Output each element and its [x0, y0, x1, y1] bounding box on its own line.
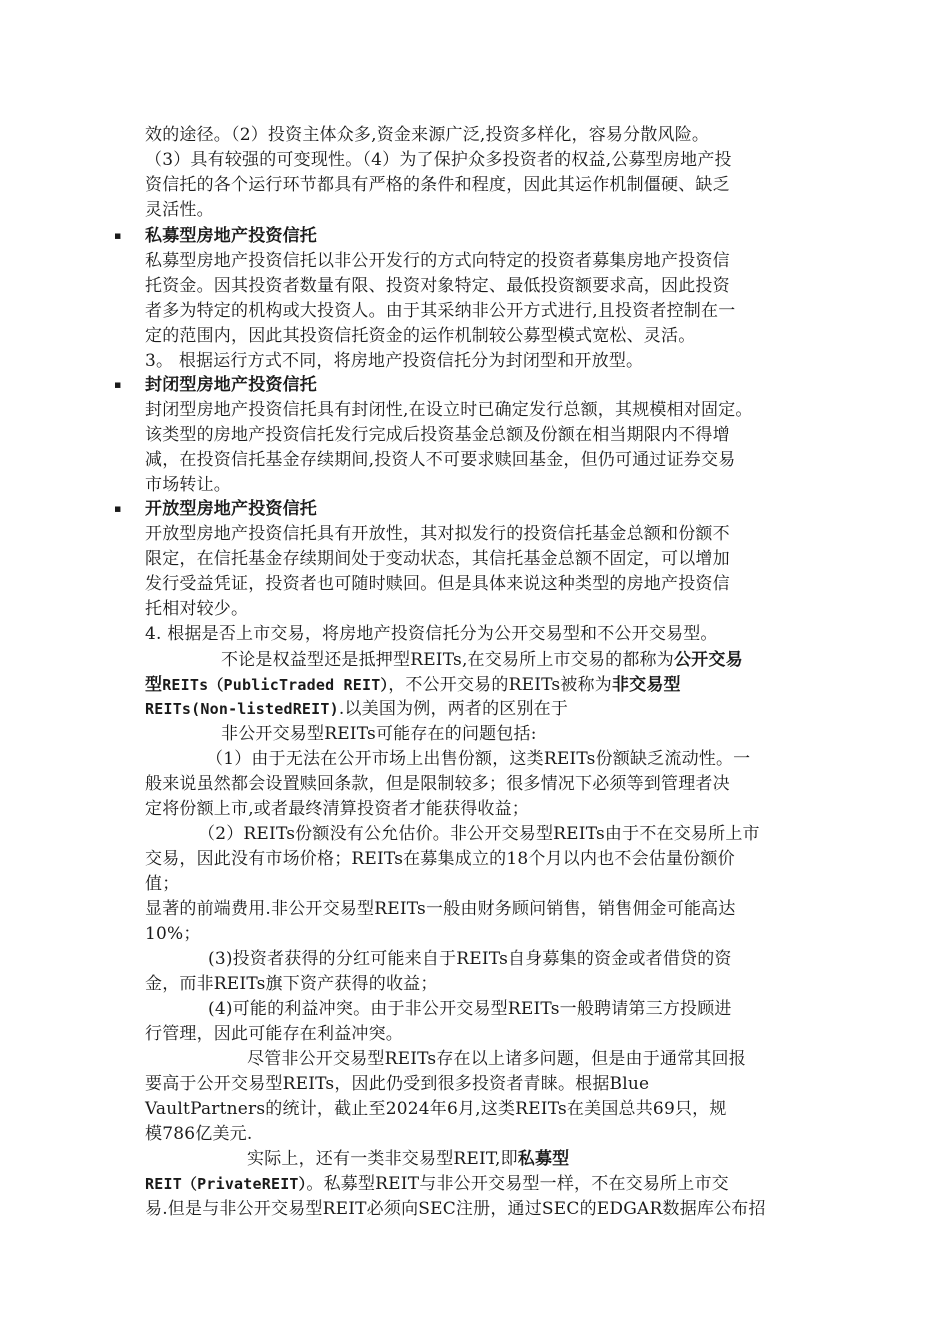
text-line: 市场转让。: [145, 475, 231, 495]
text-line: 模786亿美元.: [145, 1124, 253, 1144]
text-line: 要高于公开交易型REITs，因此仍受到很多投资者青睐。根据Blue: [145, 1074, 650, 1094]
text-line: 定将份额上市,或者最终清算投资者才能获得收益；: [145, 799, 530, 819]
text-line: 托资金。因其投资者数量有限、投资对象特定、最低投资额要求高，因此投资: [145, 276, 730, 296]
text-run: 不论是权益型还是抵押型REITs,在交易所上市交易的都称为: [221, 650, 674, 670]
section-heading-private: 私募型房地产投资信托: [145, 226, 317, 246]
text-line: 限定，在信托基金存续期间处于变动状态，其信托基金总额不固定，可以增加: [145, 549, 730, 569]
term-public-traded: 公开交易: [673, 650, 743, 670]
text-line: 资信托的各个运行环节都具有严格的条件和程度，因此其运作机制僵硬、缺乏: [145, 175, 730, 195]
bullet-icon: ▪: [114, 378, 122, 391]
text-line: 私募型房地产投资信托以非公开发行的方式向特定的投资者募集房地产投资信: [145, 251, 730, 271]
text-line: [145, 673, 681, 697]
bullet-icon: ▪: [114, 229, 122, 242]
text-line: 灵活性。: [145, 200, 214, 220]
text-line: 托相对较少。: [145, 599, 249, 619]
section-heading-closed: 封闭型房地产投资信托: [145, 375, 317, 395]
text-run: .以美国为例，两者的区别在于: [338, 699, 569, 719]
term-public-traded-en: REITs（PublicTraded REIT）: [162, 676, 389, 694]
text-line: 尽管非公开交易型REITs存在以上诸多问题，但是由于通常其回报: [247, 1049, 746, 1069]
term-private-reit-en: REIT（PrivateREIT）: [145, 1175, 307, 1193]
text-line: 值；: [145, 874, 180, 894]
text-line: 开放型房地产投资信托具有开放性，其对拟发行的投资信托基金总额和份额不: [145, 524, 730, 544]
text-line: 3。 根据运行方式不同，将房地产投资信托分为封闭型和开放型。: [145, 351, 644, 371]
text-line: 10%；: [145, 924, 201, 944]
section-heading-open: 开放型房地产投资信托: [145, 499, 317, 519]
term-non-traded: 非交易型: [611, 675, 681, 695]
text-line: [145, 1172, 729, 1196]
term-private-reit: 私募型: [517, 1149, 570, 1169]
text-run: 。私募型REIT与非公开交易型一样，不在交易所上市交: [306, 1174, 729, 1194]
text-line: 4. 根据是否上市交易，将房地产投资信托分为公开交易型和不公开交易型。: [145, 624, 718, 644]
text-line: 显著的前端费用.非公开交易型REITs一般由财务顾问销售，销售佣金可能高达: [145, 899, 736, 919]
text-run: 实际上，还有一类非交易型REIT,即: [247, 1149, 518, 1169]
text-line: (3)投资者获得的分红可能来自于REITs自身募集的资金或者借贷的资: [208, 949, 732, 969]
text-line: 效的途径。（2）投资主体众多,资金来源广泛,投资多样化，容易分散风险。: [145, 125, 710, 145]
term-non-listed-en: REITs(Non-listedREIT): [145, 700, 339, 718]
text-line: [247, 1147, 569, 1171]
term-public-traded-cont: 型: [145, 675, 163, 695]
text-line: 该类型的房地产投资信托发行完成后投资基金总额及份额在相当期限内不得增: [145, 425, 730, 445]
text-line: 金，而非REITs旗下资产获得的收益；: [145, 974, 438, 994]
text-line: （1）由于无法在公开市场上出售份额，这类REITs份额缺乏流动性。一: [206, 749, 751, 769]
text-run: ，不公开交易的REITs被称为: [388, 675, 612, 695]
text-line: 封闭型房地产投资信托具有封闭性,在设立时已确定发行总额，其规模相对固定。: [145, 400, 753, 420]
bullet-icon: ▪: [114, 502, 122, 515]
text-line: （3）具有较强的可变现性。（4）为了保护众多投资者的权益,公募型房地产投: [145, 150, 732, 170]
text-line: [221, 648, 743, 672]
text-line: （2）REITs份额没有公允估价。非公开交易型REITs由于不在交易所上市: [198, 824, 760, 844]
text-line: 行管理，因此可能存在利益冲突。: [145, 1024, 403, 1044]
text-line: 非公开交易型REITs可能存在的问题包括:: [221, 724, 537, 744]
text-line: 定的范围内，因此其投资信托资金的运作机制较公募型模式宽松、灵活。: [145, 326, 696, 346]
text-line: (4)可能的利益冲突。由于非公开交易型REITs一般聘请第三方投顾进: [208, 999, 732, 1019]
text-line: 易.但是与非公开交易型REIT必须向SEC注册，通过SEC的EDGAR数据库公布招: [145, 1199, 766, 1219]
text-line: 者多为特定的机构或大投资人。由于其采纳非公开方式进行,且投资者控制在一: [145, 301, 736, 321]
text-line: 交易，因此没有市场价格；REITs在募集成立的18个月以内也不会估量份额价: [145, 849, 735, 869]
text-line: 般来说虽然都会设置赎回条款，但是限制较多；很多情况下必须等到管理者决: [145, 774, 730, 794]
text-line: 减，在投资信托基金存续期间,投资人不可要求赎回基金，但仍可通过证券交易: [145, 450, 736, 470]
text-line: [145, 697, 568, 721]
text-line: 发行受益凭证，投资者也可随时赎回。但是具体来说这种类型的房地产投资信: [145, 574, 730, 594]
text-line: VaultPartners的统计，截止至2024年6月,这类REITs在美国总共69只，规: [145, 1099, 727, 1119]
